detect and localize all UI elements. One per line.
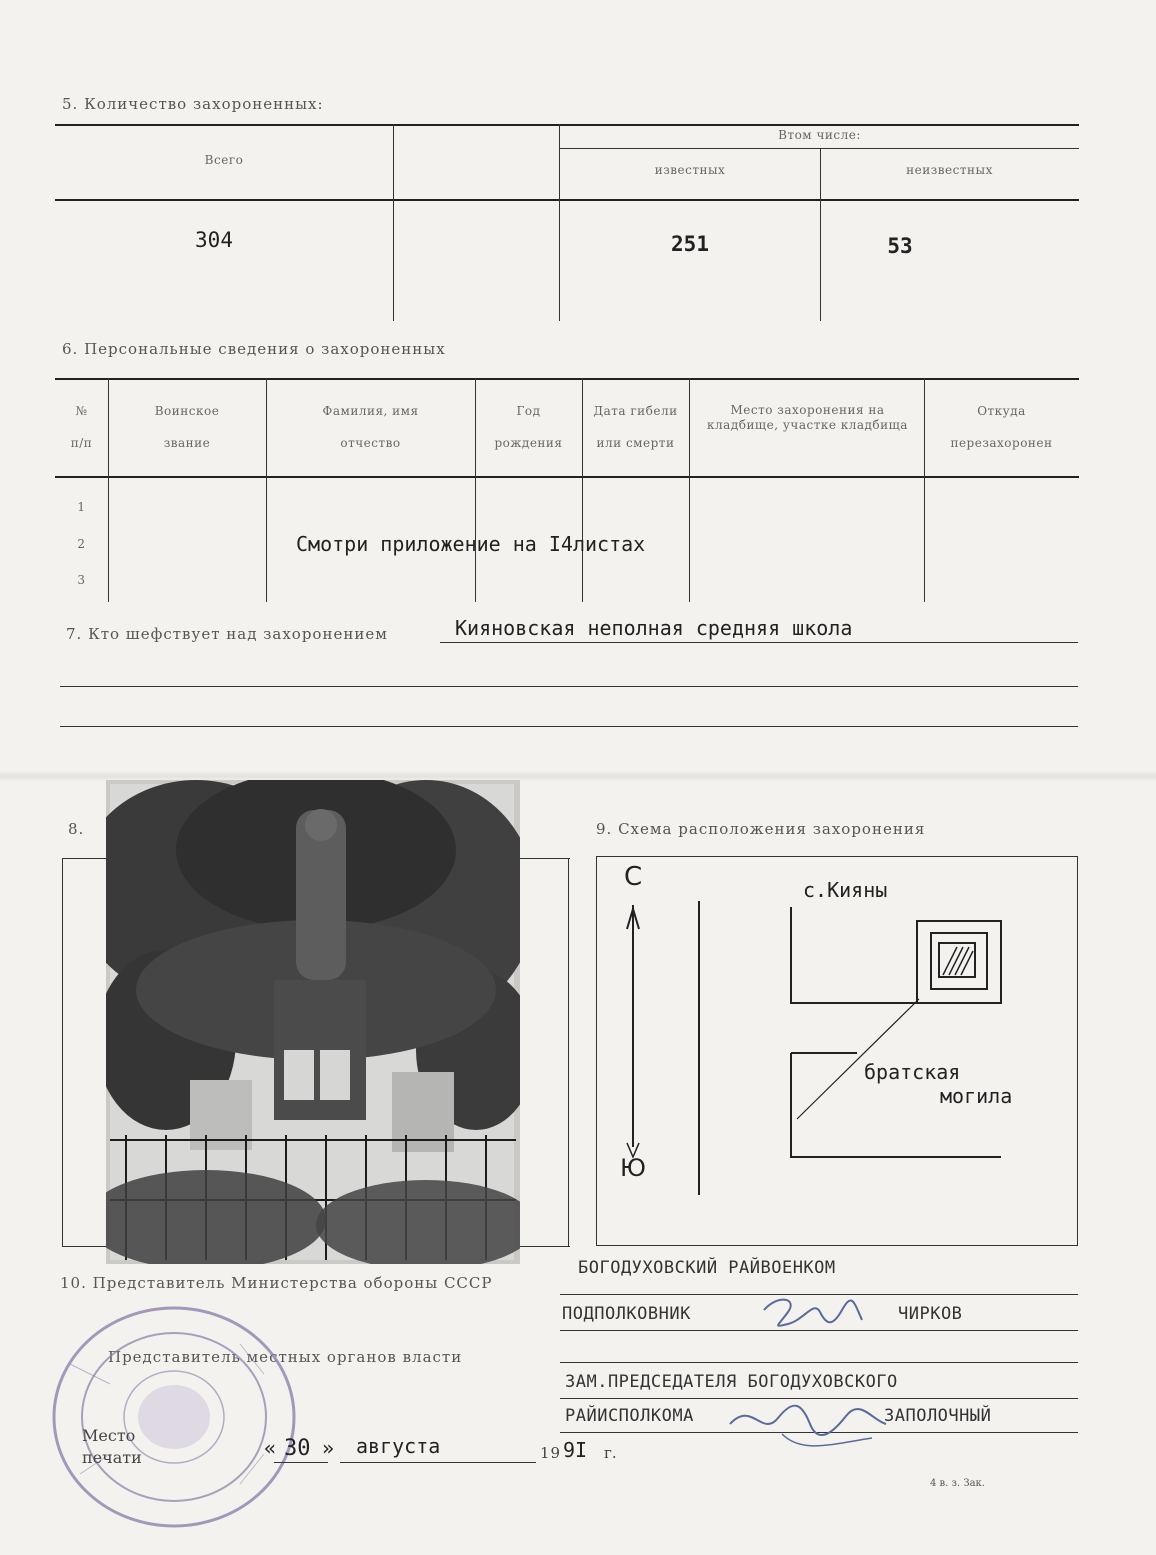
- col-name-header-1: Фамилия, имя: [322, 404, 419, 418]
- col-rank-header-2: звание: [163, 436, 211, 450]
- grave-label-2: могила: [940, 1084, 1013, 1108]
- col-from-header-1: Откуда: [977, 404, 1026, 418]
- col-birth-header-1: Год: [516, 404, 541, 418]
- table-6-top-rule: [55, 378, 1079, 380]
- date-close-quote: »: [322, 1436, 335, 1460]
- section-8-label: 8.: [68, 820, 85, 838]
- location-scheme: [596, 856, 1078, 1246]
- row-number: 3: [77, 573, 86, 587]
- col-death-header-2: или смерти: [596, 436, 675, 450]
- col-birth-header-2: рождения: [494, 436, 563, 450]
- section-5-title: 5. Количество захороненных:: [62, 95, 324, 113]
- mod-rank: ПОДПОЛКОВНИК: [562, 1304, 691, 1324]
- col-from-header-2: перезахоронен: [950, 436, 1053, 450]
- local-signature: [722, 1394, 892, 1464]
- row-number: 2: [77, 537, 86, 551]
- date-open-quote: «: [264, 1436, 277, 1460]
- grave-label-1: братская: [864, 1060, 961, 1084]
- date-day: 30: [284, 1436, 311, 1461]
- mod-signature: [758, 1290, 868, 1334]
- section-8-frame: [62, 858, 63, 1246]
- stamp-place-label-1: Место: [82, 1426, 136, 1445]
- col-death-header-1: Дата гибели: [593, 404, 678, 418]
- col-including-header: Втом числе:: [778, 128, 861, 142]
- date-year: 9I: [563, 1438, 588, 1462]
- village-label: с.Кияны: [803, 878, 888, 902]
- table-5-top-rule: [55, 124, 1079, 126]
- known-count: 251: [671, 232, 709, 256]
- date-day-rule: [274, 1462, 328, 1463]
- south-label: Ю: [620, 1154, 646, 1182]
- table-5-header-rule: [55, 199, 1079, 201]
- col-rank-header-1: Воинское: [154, 404, 220, 418]
- col-unknown-header: неизвестных: [906, 163, 993, 177]
- local-position-line-2: РАЙИСПОЛКОМА: [565, 1406, 694, 1426]
- col-name-header-2: отчество: [340, 436, 401, 450]
- official-stamp: [50, 1304, 300, 1530]
- unknown-count: 53: [887, 234, 913, 258]
- print-code: 4 в. з. Зак.: [930, 1478, 985, 1489]
- appendix-note: Смотри приложение на I4листах: [296, 532, 646, 556]
- col-place-header: Место захоронения на кладбище, участке кладбища: [707, 403, 908, 432]
- mod-name: ЧИРКОВ: [898, 1304, 963, 1324]
- table-5-col-divider: [393, 124, 394, 321]
- local-position-line-1: ЗАМ.ПРЕДСЕДАТЕЛЯ БОГОДУХОВСКОГО: [565, 1372, 898, 1392]
- total-count: 304: [195, 228, 233, 252]
- section-10-local-label: Представитель местных органов власти: [108, 1348, 463, 1366]
- section-7-rule: [60, 726, 1078, 727]
- section-7-rule: [440, 642, 1078, 643]
- col-total-header: Всего: [204, 153, 244, 167]
- date-year-prefix: 19: [540, 1444, 562, 1462]
- section-8-frame: [568, 858, 569, 1246]
- mod-organization: БОГОДУХОВСКИЙ РАЙВОЕНКОМ: [578, 1258, 836, 1278]
- date-year-suffix: г.: [604, 1444, 617, 1462]
- col-known-header: известных: [654, 163, 726, 177]
- patron-value: Кияновская неполная средняя школа: [455, 616, 853, 640]
- memorial-photo: [106, 780, 520, 1264]
- local-name: ЗАПОЛОЧНЫЙ: [884, 1406, 992, 1426]
- section-10-mod-label: 10. Представитель Министерства обороны СССР: [60, 1274, 493, 1292]
- section-7-label: 7. Кто шефствует над захоронением: [66, 625, 388, 643]
- stamp-place-label-2: печати: [82, 1448, 142, 1467]
- section-9-label: 9. Схема расположения захоронения: [596, 820, 926, 838]
- table-6-col-divider: [689, 378, 690, 602]
- date-month: августа: [356, 1434, 441, 1458]
- section-7-rule: [60, 686, 1078, 687]
- row-number: 1: [77, 500, 86, 514]
- local-rule: [560, 1362, 1078, 1363]
- table-5-col-divider: [559, 124, 560, 321]
- col-num-header-1: №: [75, 404, 88, 418]
- date-month-rule: [340, 1462, 536, 1463]
- table-6-header-rule: [55, 476, 1079, 478]
- section-6-title: 6. Персональные сведения о захороненных: [62, 340, 446, 358]
- col-num-header-2: п/п: [70, 436, 93, 450]
- north-label: С: [624, 862, 643, 892]
